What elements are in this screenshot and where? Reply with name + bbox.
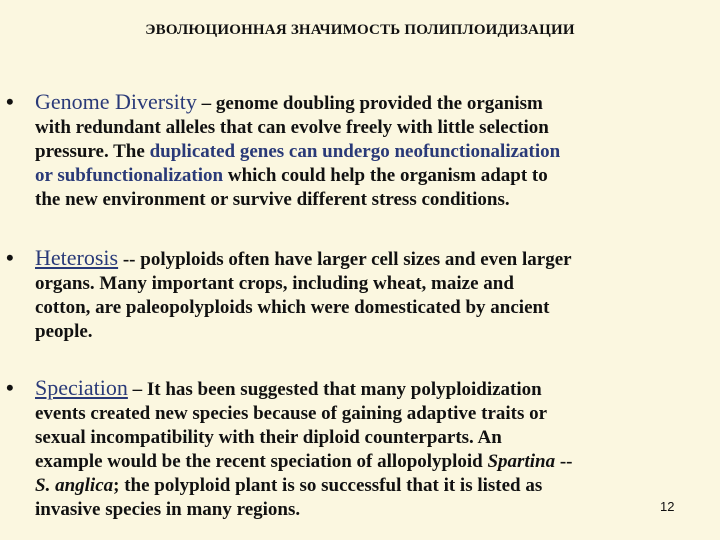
bullet-first-line — [35, 245, 572, 273]
body-line: people. — [35, 321, 93, 342]
bullet-keyword: Speciation — [35, 375, 128, 400]
slide-title: ЭВОЛЮЦИОННАЯ ЗНАЧИМОСТЬ ПОЛИПЛОИДИЗАЦИИ — [145, 22, 575, 38]
species-name: Spartina — [487, 451, 556, 472]
bullet-body — [35, 402, 707, 522]
body-line — [35, 450, 707, 474]
body-line: organs. Many important crops, including wheat, maize and — [35, 273, 514, 294]
body-line: events created new species because of gaining adaptive traits or — [35, 403, 548, 424]
page-number: 12 — [660, 499, 675, 514]
bullet-first-line-text: – genome doubling provided the organism — [196, 93, 543, 114]
body-line — [35, 474, 707, 498]
body-line: the new environment or survive different stress conditions. — [35, 189, 510, 210]
body-line: with redundant alleles that can evolve freely with little selection — [35, 117, 549, 138]
bullet-marker: • — [6, 89, 14, 114]
highlighted-text: or subfunctionalization — [35, 165, 224, 186]
bullet-body — [35, 116, 707, 212]
species-name: S. anglica — [35, 475, 114, 496]
body-text: -- — [555, 451, 573, 472]
body-text: pressure. The — [35, 141, 150, 162]
body-line — [35, 164, 707, 188]
bullet-marker: • — [6, 375, 14, 400]
bullet-first-line — [35, 89, 543, 117]
body-text: which could help the organism adapt to — [223, 165, 548, 186]
bullet-first-line-text: – It has been suggested that many polyploidization — [127, 379, 542, 400]
body-line: invasive species in many regions. — [35, 499, 301, 520]
highlighted-text: duplicated genes can undergo neofunctionalization — [149, 141, 561, 162]
bullet-body — [35, 272, 707, 344]
body-text: example would be the recent speciation of allopolyploid — [35, 451, 488, 472]
body-line: sexual incompatibility with their diploid counterparts. An — [35, 427, 502, 448]
body-text: ; the polyploid plant is so successful that it is listed as — [113, 475, 543, 496]
bullet-keyword: Genome Diversity — [35, 89, 197, 114]
bullet-first-line-text: -- polyploids often have larger cell sizes and even larger — [118, 249, 572, 270]
bullet-first-line — [35, 375, 542, 403]
body-line: cotton, are paleopolyploids which were domesticated by ancient — [35, 297, 550, 318]
body-line — [35, 140, 707, 164]
bullet-marker: • — [6, 245, 14, 270]
bullet-keyword: Heterosis — [35, 245, 119, 270]
